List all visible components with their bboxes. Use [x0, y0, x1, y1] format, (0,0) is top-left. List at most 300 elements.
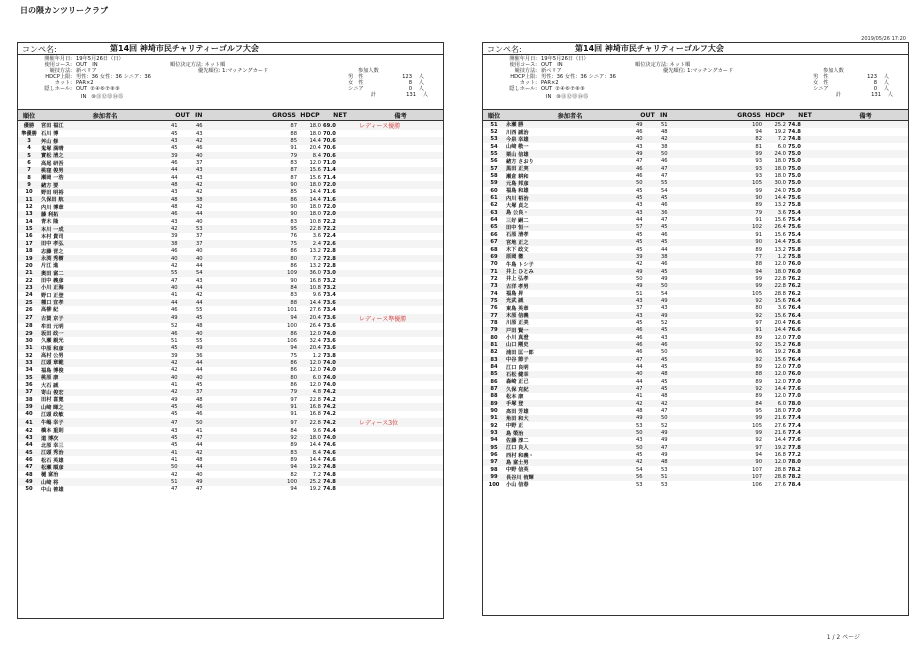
name-cell: 井上 ひとみ	[505, 268, 635, 275]
cut-value: PAR×2	[76, 80, 94, 87]
hdcp-cell: 6.0	[298, 374, 322, 381]
gross-cell: 89	[290, 457, 297, 464]
header-out: OUT	[170, 110, 195, 121]
rank-cell: 74	[490, 290, 498, 297]
out-cell: 41	[171, 457, 178, 464]
out-cell: 47	[635, 385, 660, 392]
name-cell: 樋 富治	[41, 472, 59, 479]
table-row	[483, 209, 908, 216]
note-cell	[358, 225, 443, 232]
out-cell: 43	[171, 218, 178, 225]
net-cell: 77.6	[788, 437, 801, 444]
gross-cell: 94	[755, 452, 762, 459]
net-cell: 77.6	[787, 385, 823, 392]
rank-cell: 96	[490, 452, 498, 459]
out-cell: 47	[171, 486, 178, 493]
gross-cell: 91	[735, 327, 763, 334]
note-cell	[358, 248, 443, 255]
gross-cell: 91	[290, 411, 297, 418]
hdcp-cell: 16.8	[309, 411, 321, 418]
rank-cell: 64	[490, 217, 498, 224]
name-cell: 石原 清孝	[506, 232, 529, 239]
out-cell: 46	[635, 327, 660, 334]
rank-cell: 14	[25, 218, 33, 225]
hdcp-cell: 15.6	[774, 231, 786, 238]
rank-cell: 97	[483, 459, 505, 466]
net-cell: 75.8	[787, 253, 823, 260]
in-cell: 48	[196, 323, 203, 330]
net-cell: 77.0	[788, 378, 801, 385]
hidden-in-label: IN	[80, 93, 87, 100]
rank-cell: 30	[25, 337, 33, 344]
out-cell: 40	[170, 284, 195, 291]
in-cell: 45	[660, 239, 735, 246]
out-cell: 45	[636, 452, 643, 459]
table-row	[18, 270, 443, 277]
table-row	[483, 385, 908, 392]
in-cell: 42	[196, 204, 203, 211]
note-cell	[358, 277, 443, 284]
stat-label: シニア	[348, 86, 364, 93]
gross-cell: 80	[270, 255, 298, 262]
in-cell: 49	[661, 275, 668, 282]
table-row	[483, 437, 908, 444]
in-cell: 50	[660, 415, 735, 422]
net-cell: 78.0	[787, 400, 823, 407]
in-cell: 52	[661, 422, 668, 429]
note-cell	[823, 474, 908, 481]
rank-cell: 準優勝	[21, 131, 37, 138]
header-note: 備考	[358, 110, 443, 121]
net-cell: 76.6	[788, 319, 801, 326]
note-cell	[823, 451, 908, 458]
rank-cell: 16	[25, 233, 33, 240]
rank-cell: 12	[25, 204, 33, 211]
stat-unit: 人	[422, 92, 428, 99]
net-cell: 75.0	[788, 187, 801, 194]
net-cell: 77.2	[788, 452, 801, 459]
header-hdcp: HDCP	[298, 110, 322, 121]
hdcp-cell: 1.2	[312, 352, 321, 359]
name-cell: 福島 昇	[506, 291, 524, 298]
hdcp-cell: 14.4	[298, 299, 322, 306]
gross-cell: 92	[270, 434, 298, 441]
name-cell: 元島 邦彦	[505, 180, 635, 187]
hdcp-cell: 7.2	[298, 255, 322, 262]
rank-cell: 77	[483, 312, 505, 319]
in-cell: 40	[195, 330, 270, 337]
hdcp-cell: 14.4	[774, 437, 786, 444]
hidden-in-holes: ⑩⑪⑫⑬⑭⑮	[91, 93, 124, 100]
rank-cell: 40	[25, 411, 33, 418]
out-cell: 42	[170, 389, 195, 396]
out-cell: 48	[170, 196, 195, 203]
name-cell: 福島 和雄	[506, 188, 529, 195]
net-cell: 73.6	[322, 314, 358, 323]
hdcp-cell: 18.0	[763, 268, 787, 275]
hdcp-cell: 14.4	[763, 239, 787, 246]
in-cell: 46	[196, 411, 203, 418]
out-cell: 46	[170, 211, 195, 218]
note-cell	[358, 449, 443, 456]
table-row	[483, 239, 908, 246]
table-row	[18, 486, 443, 493]
out-cell: 43	[635, 297, 660, 304]
note-cell	[823, 239, 908, 246]
gross-cell: 81	[755, 143, 762, 150]
note-cell	[823, 481, 908, 488]
gross-cell: 89	[755, 202, 762, 209]
gross-cell: 99	[735, 283, 763, 290]
table-row	[483, 187, 908, 194]
net-cell: 77.0	[788, 408, 801, 415]
name-cell: 桃原 康	[40, 374, 170, 381]
table-row	[483, 261, 908, 268]
note-cell	[823, 246, 908, 253]
gross-cell: 89	[755, 364, 762, 371]
note-cell	[823, 415, 908, 422]
note-cell	[823, 393, 908, 400]
note-cell	[823, 341, 908, 348]
table-row	[18, 292, 443, 299]
rank-method-label: 順位決定方法:	[635, 62, 668, 68]
net-cell: 75.0	[788, 158, 801, 165]
results-table	[18, 109, 443, 493]
name-cell: 黒田 正実	[505, 165, 635, 172]
header-rank: 順位	[18, 110, 40, 121]
hdcp-cell: 10.8	[298, 284, 322, 291]
in-cell: 54	[195, 270, 270, 277]
hdcp-cell: 12.0	[298, 330, 322, 337]
table-row	[18, 418, 443, 427]
rank-cell: 35	[18, 374, 40, 381]
gross-cell: 99	[755, 275, 762, 282]
out-cell: 42	[170, 359, 195, 366]
table-row	[483, 474, 908, 481]
note-cell	[823, 305, 908, 312]
out-cell: 47	[170, 418, 195, 427]
note-cell	[358, 374, 443, 381]
hdcp-value: 男性：36 女性：36 シニア：36	[76, 74, 151, 81]
hdcp-cell: 14.4	[309, 189, 321, 196]
rank-cell: 31	[18, 345, 40, 352]
gross-cell: 90	[735, 239, 763, 246]
out-cell: 45	[171, 442, 178, 449]
hdcp-cell: 18.0	[298, 121, 322, 131]
stats-title: 参加人数	[358, 68, 379, 74]
name-cell: 木下 政文	[506, 247, 529, 254]
in-cell: 45	[660, 268, 735, 275]
out-cell: 51	[636, 290, 643, 297]
hdcp-cell: 30.0	[763, 180, 787, 187]
hdcp-cell: 18.0	[774, 158, 786, 165]
table-row	[18, 211, 443, 218]
name-cell: 松石 英雄	[41, 457, 64, 464]
net-cell: 77.8	[787, 444, 823, 451]
gross-cell: 77	[735, 253, 763, 260]
table-row	[483, 128, 908, 135]
rank-cell: 46	[25, 457, 33, 464]
net-cell: 74.6	[323, 457, 336, 464]
out-cell: 48	[171, 204, 178, 211]
in-cell: 54	[661, 290, 668, 297]
gross-cell: 90	[290, 204, 297, 211]
hidden-in-holes: ⑩⑪⑫⑬⑭⑮	[556, 93, 589, 100]
rank-cell: 53	[483, 136, 505, 143]
name-cell: 光武 誠	[505, 297, 635, 304]
out-cell: 45	[635, 194, 660, 201]
in-cell: 43	[661, 305, 668, 312]
gross-cell: 88	[755, 261, 762, 268]
in-cell: 44	[661, 246, 668, 253]
competition-bar	[483, 43, 908, 55]
hdcp-cell: 20.4	[298, 314, 322, 323]
out-cell: 46	[171, 306, 178, 313]
gross-cell: 83	[290, 292, 297, 299]
gross-cell: 87	[270, 121, 298, 131]
note-cell	[358, 306, 443, 313]
net-cell: 75.4	[787, 209, 823, 216]
out-cell: 42	[636, 261, 643, 268]
out-cell: 43	[636, 437, 643, 444]
name-cell: 牛島 トシ子	[506, 261, 534, 268]
out-cell: 50	[635, 180, 660, 187]
hdcp-cell: 4.8	[298, 389, 322, 396]
out-cell: 55	[170, 270, 195, 277]
out-cell: 50	[635, 444, 660, 451]
out-cell: 53	[636, 422, 643, 429]
gross-cell: 90	[270, 181, 298, 188]
gross-cell: 107	[752, 466, 762, 473]
in-cell: 46	[661, 202, 668, 209]
gross-cell: 89	[290, 442, 297, 449]
participant-stats	[813, 68, 903, 98]
name-cell: 永瀬 勝	[505, 121, 635, 129]
note-cell	[358, 292, 443, 299]
name-cell: 山﨑 敬一	[506, 144, 529, 151]
priority-value: 1:マッチングカード	[222, 68, 269, 74]
hdcp-cell: 24.0	[774, 187, 786, 194]
out-cell: 45	[636, 319, 643, 326]
note-cell	[823, 334, 908, 341]
note-cell: レディース準優勝	[358, 314, 443, 323]
rank-cell: 99	[483, 474, 505, 481]
hdcp-cell: 7.2	[312, 471, 321, 478]
table-row	[483, 415, 908, 422]
rank-cell: 73	[483, 283, 505, 290]
header-in: IN	[195, 110, 270, 121]
gross-cell: 91	[755, 217, 762, 224]
net-cell: 77.4	[787, 429, 823, 436]
rank-cell: 78	[490, 319, 498, 326]
in-cell: 46	[661, 158, 668, 165]
hdcp-cell: 15.6	[763, 312, 787, 319]
note-cell	[358, 233, 443, 240]
note-cell	[823, 444, 908, 451]
in-cell: 42	[196, 189, 203, 196]
hdcp-cell: 6.0	[777, 143, 786, 150]
net-cell: 78.2	[788, 466, 801, 473]
out-cell: 44	[170, 299, 195, 306]
table-row	[18, 330, 443, 337]
hdcp-cell: 3.6	[777, 305, 786, 312]
rank-cell: 93	[483, 429, 505, 436]
name-cell: 小川 真澄	[506, 335, 529, 342]
table-row	[483, 378, 908, 385]
hdcp-cell: 15.6	[763, 297, 787, 304]
out-cell: 46	[171, 248, 178, 255]
note-cell	[358, 240, 443, 247]
net-cell: 75.0	[787, 180, 823, 187]
stat-unit: 人	[887, 92, 893, 99]
table-row	[18, 255, 443, 262]
note-cell	[358, 145, 443, 152]
table-row	[483, 253, 908, 260]
hdcp-cell: 26.4	[309, 323, 321, 330]
net-cell: 76.0	[788, 261, 801, 268]
rank-cell: 7	[18, 167, 40, 174]
rank-cell: 27	[18, 314, 40, 323]
rank-cell: 91	[483, 415, 505, 422]
hdcp-cell: 24.0	[763, 150, 787, 157]
stat-label: 男 性	[348, 74, 364, 81]
table-row	[18, 389, 443, 396]
out-cell: 50	[635, 429, 660, 436]
page-indicator: 1 / 2 ページ	[826, 634, 860, 641]
net-cell: 78.0	[787, 459, 823, 466]
in-cell: 44	[195, 299, 270, 306]
name-cell: 舛山 修	[40, 137, 170, 144]
in-cell: 42	[660, 136, 735, 143]
note-cell	[358, 211, 443, 218]
note-cell	[358, 181, 443, 188]
format-label: 競技方法:	[49, 68, 72, 75]
cut-label: カット:	[54, 80, 72, 87]
out-cell: 48	[170, 181, 195, 188]
in-cell: 42	[195, 449, 270, 456]
name-cell: 石川 博	[41, 131, 59, 138]
table-row	[483, 444, 908, 451]
name-cell: 田中 恒一	[505, 224, 635, 231]
name-cell: 松瀬 順彦	[40, 464, 170, 471]
table-row	[18, 262, 443, 269]
in-cell: 49	[195, 345, 270, 352]
name-cell: 中野 信英	[506, 467, 529, 474]
rank-cell: 24	[25, 292, 33, 299]
net-cell: 72.2	[323, 218, 336, 225]
table-row	[18, 478, 443, 485]
name-cell: 古洋 孝男	[505, 283, 635, 290]
gross-cell: 92	[735, 385, 763, 392]
note-cell	[823, 143, 908, 150]
net-cell: 73.0	[322, 270, 358, 277]
note-cell	[823, 172, 908, 179]
hdcp-cell: 6.0	[763, 400, 787, 407]
name-cell: 久保 克紀	[505, 385, 635, 392]
out-cell: 43	[170, 137, 195, 144]
out-cell: 45	[170, 403, 195, 410]
note-cell	[823, 378, 908, 385]
hdcp-cell: 28.8	[774, 290, 786, 297]
net-cell: 75.6	[787, 194, 823, 201]
out-cell: 40	[170, 255, 195, 262]
name-cell: 江口 良明	[506, 364, 529, 371]
hdcp-cell: 16.8	[298, 403, 322, 410]
rank-cell: 76	[490, 305, 498, 312]
hdcp-cell: 27.6	[309, 306, 321, 313]
hdcp-cell: 13.2	[774, 202, 786, 209]
gross-cell: 100	[287, 323, 297, 330]
table-row	[18, 203, 443, 210]
hdcp-cell: 14.4	[309, 442, 321, 449]
hdcp-cell: 12.0	[774, 393, 786, 400]
table-row	[483, 224, 908, 231]
hdcp-cell: 12.0	[309, 160, 321, 167]
in-cell: 47	[196, 486, 203, 493]
out-cell: 46	[170, 330, 195, 337]
name-cell: 宮田 福江	[40, 121, 170, 131]
rank-cell: 59	[483, 180, 505, 187]
competition-label: コンペ名:	[22, 45, 57, 54]
table-row	[483, 297, 908, 304]
out-cell: 46	[636, 349, 643, 356]
note-cell	[358, 396, 443, 403]
rank-cell: 42	[25, 427, 33, 434]
gross-cell: 92	[735, 341, 763, 348]
net-cell: 73.4	[323, 292, 336, 299]
in-cell: 38	[195, 196, 270, 203]
gross-cell: 87	[270, 167, 298, 174]
header-name: 参加者名	[40, 110, 170, 121]
name-cell: 松本 康	[506, 393, 524, 400]
table-row	[18, 471, 443, 478]
net-cell: 70.6	[322, 137, 358, 144]
hdcp-cell: 9.6	[312, 292, 321, 299]
hdcp-cell: 28.8	[774, 466, 786, 473]
in-cell: 53	[195, 225, 270, 232]
rank-cell: 9	[18, 181, 40, 188]
table-row	[483, 283, 908, 290]
note-cell	[358, 359, 443, 366]
net-cell: 72.6	[322, 240, 358, 247]
name-cell: 牛嶋 幸子	[40, 418, 170, 427]
in-cell: 55	[196, 337, 203, 344]
net-cell: 69.0	[322, 121, 358, 131]
out-cell: 49	[170, 314, 195, 323]
in-cell: 40	[196, 218, 203, 225]
hdcp-cell: 15.6	[774, 217, 786, 224]
net-cell: 74.0	[322, 359, 358, 366]
course-value: OUT IN	[541, 62, 563, 69]
results-panel-left	[17, 42, 444, 619]
course-label: 使用コース:	[509, 62, 537, 69]
net-cell: 72.2	[322, 225, 358, 232]
in-cell: 47	[195, 434, 270, 441]
out-cell: 45	[170, 434, 195, 441]
stat-value: 8	[873, 80, 877, 87]
in-cell: 42	[195, 181, 270, 188]
gross-cell: 92	[735, 297, 763, 304]
name-cell: 長谷川 侑輝	[505, 474, 635, 481]
rank-cell: 37	[18, 389, 40, 396]
hdcp-cell: 10.8	[309, 218, 321, 225]
out-cell: 43	[635, 209, 660, 216]
note-cell	[358, 442, 443, 449]
rank-cell: 23	[18, 284, 40, 291]
name-cell: 大塚 貞之	[506, 202, 529, 209]
note-cell	[823, 363, 908, 370]
out-cell: 45	[636, 231, 643, 238]
